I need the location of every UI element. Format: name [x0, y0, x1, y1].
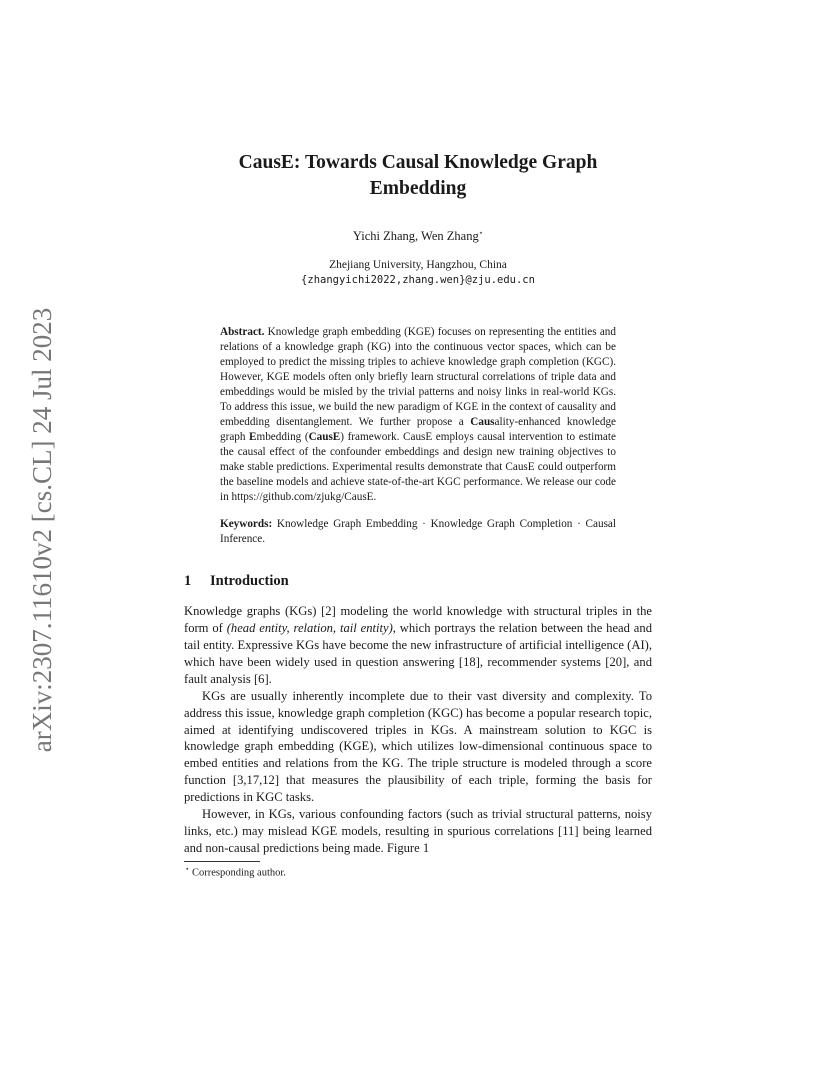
abstract-text-a: Knowledge graph embedding (KGE) focuses on representing the entities and relations of a knowledge graph (KG) into the continuous vector spaces, which can be employed to predict the missing triples to achieve knowledge graph completion (KGC). However, KGE models often only briefly learn structural correlations of triple data and embeddings would be misled by the trivial patterns and noisy links in real-world KGs. To address this issue, we build the new paradigm of KGE in the context of causality and embedding disentanglement. We further propose a [220, 326, 616, 429]
footnote-mark: ⋆ [185, 864, 190, 873]
author-list [184, 229, 652, 244]
title-line-1: CausE: Towards Causal Knowledge Graph [238, 152, 598, 173]
author-email: {zhangyichi2022,zhang.wen}@zju.edu.cn [301, 274, 535, 287]
arxiv-identifier: arXiv:2307.11610v2 [cs.CL] 24 Jul 2023 [27, 307, 57, 753]
arxiv-side-stamp [22, 300, 62, 760]
intro-paragraph-3: However, in KGs, various confounding factors (such as trivial structural patterns, noisy links, etc.) may mislead KGE models, resulting in spurious correlations [11] being learned and non-causal predictions being made. Figure 1 [184, 807, 652, 855]
p1-text-b: , which portrays the relation between the head and tail entity. Expressive KGs have become the new infrastructure of artificial intelligence (AI), which have been widely used in question answering [18], recommender systems [20], and fault analysis [6]. [184, 621, 652, 686]
affiliation-block [184, 258, 652, 288]
abstract-text-b: ality-enhanced knowledge graph [220, 416, 616, 444]
intro-paragraph-1 [184, 603, 652, 688]
abstract-text-c: mbedding ( [256, 431, 309, 444]
abstract-bold-e: E [249, 431, 257, 444]
abstract [220, 325, 616, 505]
section-heading-introduction [184, 573, 652, 590]
footnote-text: Corresponding author. [189, 867, 286, 879]
paper-page [184, 150, 652, 878]
abstract-bold-cause: CausE [308, 431, 341, 444]
p1-italic: (head entity, relation, tail entity) [226, 621, 393, 636]
abstract-bold-caus: Caus [470, 416, 495, 429]
p1-text-a: Knowledge graphs (KGs) [2] modeling the world knowledge with structural triples in the form of [184, 604, 652, 636]
title-line-2: Embedding [369, 178, 467, 199]
abstract-label: Abstract. [220, 326, 265, 339]
authors-text: Yichi Zhang, Wen Zhang [352, 229, 479, 244]
keywords-text: Knowledge Graph Embedding · Knowledge Graph Completion · Causal Inference. [220, 518, 616, 546]
section-title: Introduction [210, 573, 289, 590]
footnote [184, 865, 652, 879]
intro-paragraph-2: KGs are usually inherently incomplete due to their vast diversity and complexity. To address this issue, knowledge graph completion (KGC) has become a popular research topic, aimed at identifying undiscovered triples in KGs. A mainstream solution to KGC is knowledge graph embedding (KGE), which utilizes low-dimensional continuous space to embed entities and relations from the KG. The triple structure is modeled through a score function [3,17,12] that measures the plausibility of each triple, forming the basis for predictions in KGC tasks. [184, 688, 652, 805]
paper-title [184, 150, 652, 202]
keywords [220, 517, 616, 547]
author-footnote-mark: ⋆ [478, 229, 484, 237]
abstract-text-d: ) framework. CausE employs causal intervention to estimate the causal effect of the confounder embeddings and design new training objectives to make stable predictions. Experimental results demonstrate that CausE could outperform the baseline models and achieve state-of-the-art KGC performance. We release our code in https://github.com/zjukg/CausE. [220, 431, 616, 504]
affiliation: Zhejiang University, Hangzhou, China [329, 259, 507, 272]
footnote-rule [184, 861, 260, 862]
keywords-label: Keywords: [220, 518, 273, 531]
section-number: 1 [184, 573, 192, 590]
